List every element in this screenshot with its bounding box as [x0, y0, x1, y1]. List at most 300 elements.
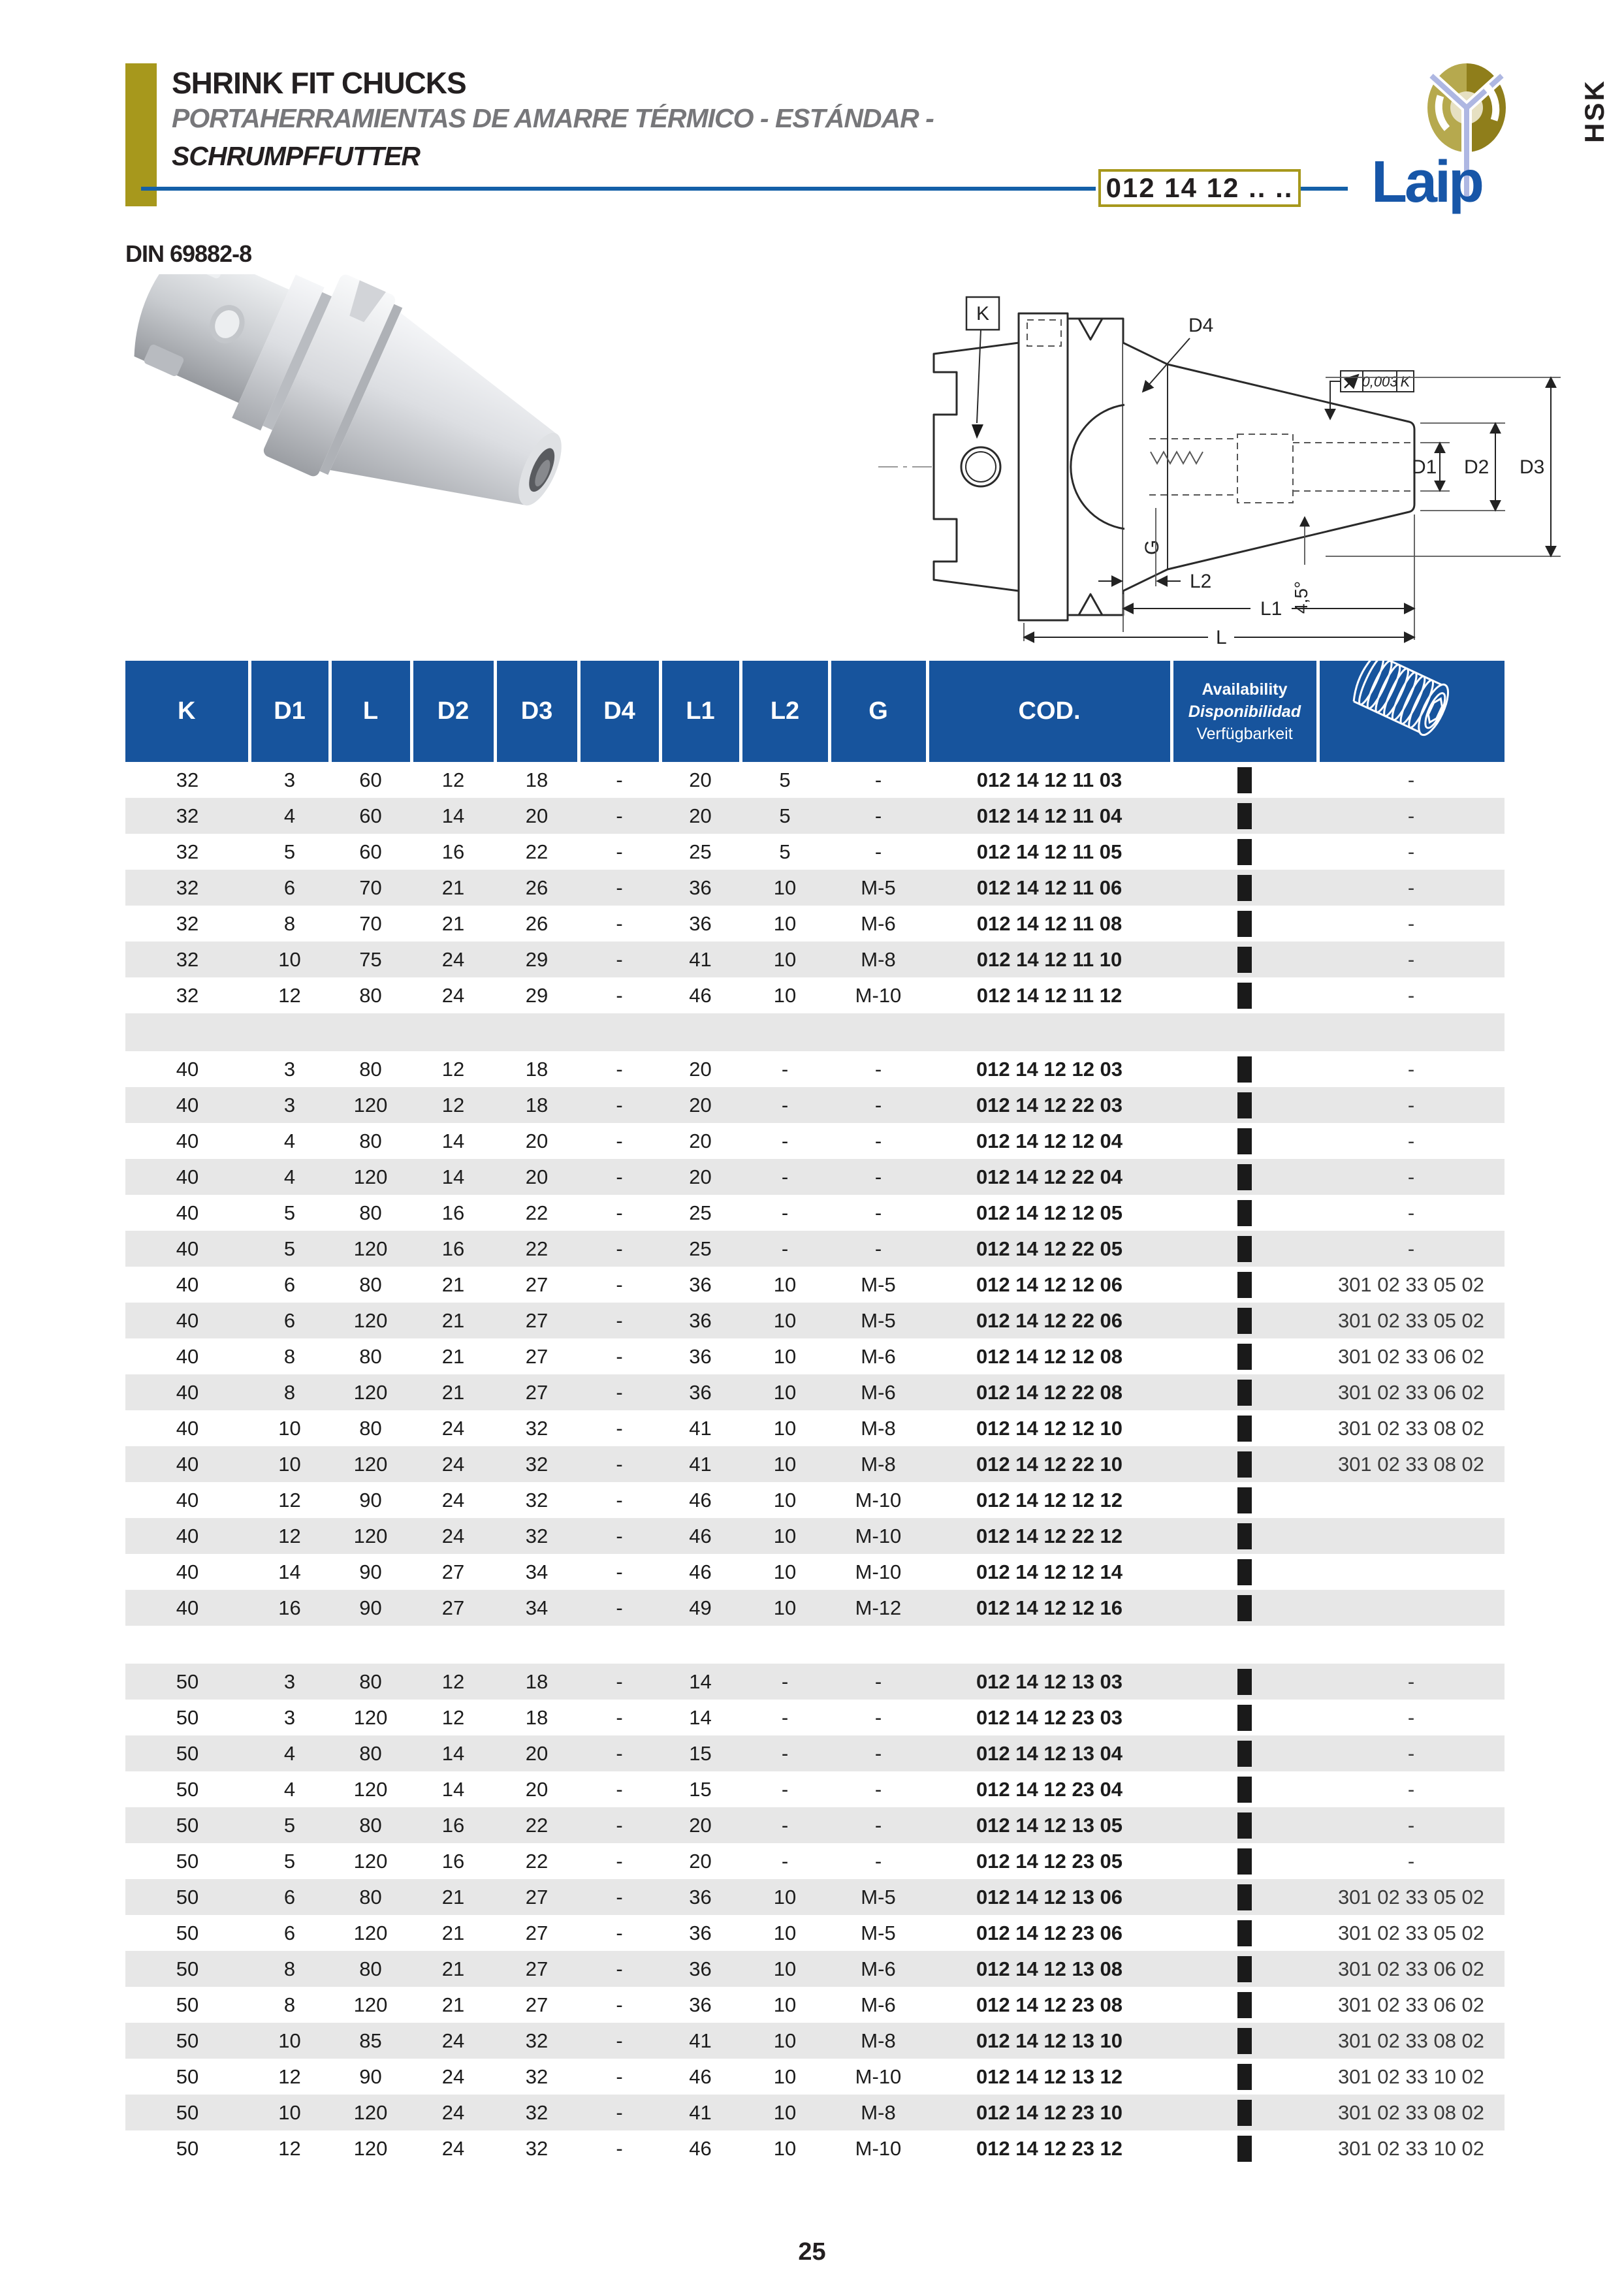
- value-cell: 120: [353, 1777, 388, 1801]
- value-cell: 29: [525, 947, 549, 971]
- value-cell: 120: [353, 1237, 388, 1260]
- value-cell: 46: [689, 2065, 712, 2088]
- value-cell: 8: [283, 1344, 296, 1368]
- table-row: [125, 1554, 1505, 1590]
- value-cell: 4: [283, 1129, 296, 1152]
- value-cell: 36: [689, 876, 712, 899]
- value-cell: 16: [441, 1201, 465, 1224]
- value-cell: 32: [176, 947, 199, 971]
- drawing-label-d3: D3: [1520, 456, 1545, 478]
- table-row: [125, 1664, 1505, 1700]
- value-cell: 26: [525, 911, 549, 935]
- value-cell: 41: [689, 2029, 712, 2052]
- value-cell: 25: [689, 1237, 712, 1260]
- value-cell: -: [616, 2100, 623, 2124]
- screw-code-cell: 301 02 33 05 02: [1337, 1308, 1485, 1332]
- value-cell: 5: [779, 840, 791, 863]
- value-cell: 70: [359, 876, 382, 899]
- table-row: [125, 1267, 1505, 1303]
- value-cell: 60: [359, 840, 382, 863]
- screw-code-cell: -: [1407, 1201, 1415, 1224]
- table-row: [125, 870, 1505, 906]
- value-cell: 21: [441, 1993, 465, 2016]
- value-cell: 22: [525, 1237, 549, 1260]
- value-cell: 46: [689, 1524, 712, 1547]
- hsk-side-tab: [1568, 49, 1621, 173]
- value-cell: 5: [283, 1813, 296, 1837]
- availability-marker: [1237, 911, 1252, 937]
- value-cell: 32: [525, 2065, 549, 2088]
- value-cell: 32: [525, 2100, 549, 2124]
- availability-marker: [1237, 1236, 1252, 1262]
- availability-marker: [1237, 1344, 1252, 1370]
- availability-label-es: Disponibilidad: [1188, 702, 1301, 721]
- value-cell: 21: [441, 1921, 465, 1944]
- screw-code-cell: [1318, 1518, 1505, 1554]
- value-cell: -: [616, 876, 623, 899]
- value-cell: 32: [176, 876, 199, 899]
- value-cell: 10: [773, 983, 797, 1007]
- screw-code-cell: 301 02 33 08 02: [1337, 2100, 1485, 2124]
- value-cell: 90: [359, 1488, 382, 1512]
- value-cell: -: [616, 2065, 623, 2088]
- col-header-d2: D2: [411, 661, 495, 762]
- availability-cell: [1171, 2059, 1318, 2095]
- availability-cell: [1171, 1807, 1318, 1843]
- cod-cell: 012 14 12 22 05: [976, 1237, 1123, 1260]
- availability-cell: [1171, 1951, 1318, 1987]
- value-cell: 16: [278, 1596, 301, 1619]
- value-cell: 50: [176, 1741, 199, 1765]
- value-cell: 22: [525, 1849, 549, 1873]
- value-cell: M-8: [861, 1416, 896, 1440]
- value-cell: 21: [441, 1308, 465, 1332]
- value-cell: 12: [441, 1057, 465, 1081]
- value-cell: -: [616, 1524, 623, 1547]
- value-cell: -: [616, 1165, 623, 1188]
- value-cell: 36: [689, 1993, 712, 2016]
- value-cell: 40: [176, 1057, 199, 1081]
- value-cell: 3: [283, 1705, 296, 1729]
- availability-marker: [1237, 1920, 1252, 1946]
- availability-marker: [1237, 1128, 1252, 1154]
- availability-marker: [1237, 875, 1252, 901]
- value-cell: 14: [441, 1777, 465, 1801]
- availability-marker: [1237, 767, 1252, 793]
- table-row: [125, 1700, 1505, 1735]
- value-cell: 24: [441, 2100, 465, 2124]
- availability-cell: [1171, 1303, 1318, 1338]
- value-cell: 40: [176, 1129, 199, 1152]
- screw-code-cell: -: [1407, 1849, 1415, 1873]
- value-cell: 22: [525, 840, 549, 863]
- value-cell: -: [874, 1057, 882, 1081]
- din-standard-label: DIN 69882-8: [125, 240, 252, 267]
- value-cell: 120: [353, 1165, 388, 1188]
- screw-code-cell: 301 02 33 10 02: [1337, 2136, 1485, 2160]
- value-cell: 14: [689, 1705, 712, 1729]
- value-cell: 60: [359, 804, 382, 827]
- table-row: [125, 798, 1505, 834]
- value-cell: 24: [441, 1524, 465, 1547]
- value-cell: -: [616, 1670, 623, 1693]
- table-row: [125, 1051, 1505, 1087]
- value-cell: 5: [779, 804, 791, 827]
- value-cell: 90: [359, 1596, 382, 1619]
- value-cell: -: [874, 1777, 882, 1801]
- cod-cell: 012 14 12 11 10: [976, 947, 1122, 971]
- value-cell: 20: [525, 1741, 549, 1765]
- availability-cell: [1171, 1123, 1318, 1159]
- value-cell: 49: [689, 1596, 712, 1619]
- value-cell: 40: [176, 1596, 199, 1619]
- value-cell: 15: [689, 1777, 712, 1801]
- value-cell: 14: [278, 1560, 301, 1583]
- value-cell: 10: [773, 1488, 797, 1512]
- value-cell: 3: [283, 1057, 296, 1081]
- value-cell: 40: [176, 1165, 199, 1188]
- value-cell: 34: [525, 1596, 549, 1619]
- value-cell: 15: [689, 1741, 712, 1765]
- value-cell: 50: [176, 1993, 199, 2016]
- cod-cell: 012 14 12 13 08: [976, 1957, 1123, 1980]
- value-cell: 10: [773, 1885, 797, 1908]
- value-cell: 12: [278, 983, 301, 1007]
- availability-cell: [1171, 1231, 1318, 1267]
- table-row: [125, 762, 1505, 798]
- screw-code-cell: 301 02 33 06 02: [1337, 1380, 1485, 1404]
- value-cell: -: [616, 1741, 623, 1765]
- value-cell: 10: [773, 1596, 797, 1619]
- page-subtitle-spanish: PORTAHERRAMIENTAS DE AMARRE TÉRMICO - ESTÁNDAR -: [172, 103, 934, 133]
- cod-cell: 012 14 12 23 08: [976, 1993, 1123, 2016]
- value-cell: 90: [359, 1560, 382, 1583]
- header-rule-left: [141, 187, 1096, 191]
- screw-code-cell: -: [1407, 1741, 1415, 1765]
- value-cell: M-8: [861, 2100, 896, 2124]
- table-row: [125, 1590, 1505, 1626]
- value-cell: 3: [283, 1670, 296, 1693]
- value-cell: 32: [525, 1488, 549, 1512]
- value-cell: 50: [176, 2065, 199, 2088]
- table-row: [125, 1735, 1505, 1771]
- value-cell: 12: [278, 1524, 301, 1547]
- set-screw-icon: [1340, 661, 1484, 755]
- screw-code-cell: -: [1407, 1237, 1415, 1260]
- availability-marker: [1237, 1777, 1252, 1803]
- spec-table: [125, 661, 1505, 2166]
- value-cell: 75: [359, 947, 382, 971]
- screw-code-cell: -: [1407, 876, 1415, 899]
- value-cell: 10: [773, 1993, 797, 2016]
- table-row: [125, 1231, 1505, 1267]
- value-cell: 80: [359, 1957, 382, 1980]
- screw-code-cell: -: [1407, 1705, 1415, 1729]
- value-cell: 6: [283, 876, 296, 899]
- value-cell: 5: [283, 1849, 296, 1873]
- value-cell: 10: [773, 2029, 797, 2052]
- value-cell: -: [616, 1057, 623, 1081]
- value-cell: 20: [689, 1813, 712, 1837]
- value-cell: 22: [525, 1201, 549, 1224]
- value-cell: 40: [176, 1380, 199, 1404]
- screw-code-cell: -: [1407, 1129, 1415, 1152]
- value-cell: 16: [441, 840, 465, 863]
- value-cell: 29: [525, 983, 549, 1007]
- value-cell: -: [616, 1308, 623, 1332]
- value-cell: 50: [176, 1885, 199, 1908]
- screw-code-cell: -: [1407, 911, 1415, 935]
- value-cell: 10: [773, 1957, 797, 1980]
- screw-code-cell: -: [1407, 947, 1415, 971]
- availability-marker: [1237, 2100, 1252, 2126]
- value-cell: 27: [525, 1885, 549, 1908]
- value-cell: 50: [176, 1957, 199, 1980]
- drawing-label-k: K: [976, 303, 990, 324]
- cod-cell: 012 14 12 23 10: [976, 2100, 1123, 2124]
- cod-cell: 012 14 12 11 12: [976, 983, 1122, 1007]
- screw-code-cell: -: [1407, 1057, 1415, 1081]
- value-cell: -: [616, 1344, 623, 1368]
- value-cell: 40: [176, 1416, 199, 1440]
- table-row: [125, 1303, 1505, 1338]
- availability-marker: [1237, 1669, 1252, 1695]
- value-cell: 120: [353, 2100, 388, 2124]
- value-cell: 24: [441, 2065, 465, 2088]
- value-cell: 60: [359, 768, 382, 791]
- drawing-label-d2: D2: [1464, 456, 1489, 478]
- screw-code-cell: -: [1407, 1777, 1415, 1801]
- value-cell: 34: [525, 1560, 549, 1583]
- value-cell: 41: [689, 1452, 712, 1476]
- value-cell: 14: [441, 1741, 465, 1765]
- value-cell: 18: [525, 1670, 549, 1693]
- value-cell: 50: [176, 2100, 199, 2124]
- value-cell: 36: [689, 1308, 712, 1332]
- value-cell: -: [874, 1093, 882, 1116]
- availability-marker: [1237, 1308, 1252, 1334]
- value-cell: 40: [176, 1452, 199, 1476]
- value-cell: 120: [353, 1705, 388, 1729]
- value-cell: 40: [176, 1237, 199, 1260]
- value-cell: 32: [176, 911, 199, 935]
- value-cell: -: [616, 1237, 623, 1260]
- screw-code-cell: -: [1407, 768, 1415, 791]
- page-number: 25: [798, 2238, 826, 2266]
- table-row: [125, 2059, 1505, 2095]
- availability-cell: [1171, 1987, 1318, 2023]
- screw-code-cell: -: [1407, 804, 1415, 827]
- value-cell: 27: [525, 1273, 549, 1296]
- value-cell: 10: [278, 1452, 301, 1476]
- value-cell: 32: [525, 1452, 549, 1476]
- value-cell: M-10: [855, 2065, 902, 2088]
- value-cell: 120: [353, 2136, 388, 2160]
- availability-marker: [1237, 2028, 1252, 2054]
- table-header-row: [125, 661, 1505, 762]
- value-cell: 10: [773, 876, 797, 899]
- value-cell: 120: [353, 1921, 388, 1944]
- value-cell: 10: [773, 2065, 797, 2088]
- screw-code-cell: -: [1407, 1813, 1415, 1837]
- value-cell: 50: [176, 2029, 199, 2052]
- table-row: [125, 2130, 1505, 2166]
- value-cell: 18: [525, 1705, 549, 1729]
- availability-marker: [1237, 1812, 1252, 1839]
- value-cell: -: [781, 1237, 789, 1260]
- value-cell: 50: [176, 1777, 199, 1801]
- table-row: [125, 1338, 1505, 1374]
- value-cell: 20: [525, 1165, 549, 1188]
- availability-marker: [1237, 2136, 1252, 2162]
- col-header-k: K: [125, 661, 249, 762]
- availability-marker: [1237, 1884, 1252, 1910]
- drawing-label-g: G: [1141, 539, 1163, 555]
- value-cell: 120: [353, 1849, 388, 1873]
- value-cell: 21: [441, 911, 465, 935]
- value-cell: 12: [278, 2065, 301, 2088]
- availability-cell: [1171, 1267, 1318, 1303]
- drawing-label-l1: L1: [1260, 598, 1282, 620]
- col-header-l1: L1: [660, 661, 740, 762]
- value-cell: 3: [283, 1093, 296, 1116]
- tolerance-datum: K: [1400, 373, 1410, 390]
- value-cell: 32: [525, 2029, 549, 2052]
- value-cell: 24: [441, 1416, 465, 1440]
- availability-marker: [1237, 803, 1252, 829]
- value-cell: 27: [525, 1344, 549, 1368]
- technical-drawing: [868, 274, 1623, 656]
- value-cell: M-6: [861, 1344, 896, 1368]
- value-cell: -: [616, 1921, 623, 1944]
- col-header-d4: D4: [579, 661, 660, 762]
- value-cell: 10: [773, 911, 797, 935]
- cod-cell: 012 14 12 12 05: [976, 1201, 1123, 1224]
- value-cell: 12: [441, 1670, 465, 1693]
- value-cell: 12: [278, 2136, 301, 2160]
- availability-cell: [1171, 1664, 1318, 1700]
- availability-cell: [1171, 1843, 1318, 1879]
- value-cell: 21: [441, 1380, 465, 1404]
- value-cell: -: [616, 1452, 623, 1476]
- cod-cell: 012 14 12 22 08: [976, 1380, 1123, 1404]
- value-cell: -: [616, 947, 623, 971]
- availability-marker: [1237, 1487, 1252, 1513]
- value-cell: 18: [525, 1057, 549, 1081]
- value-cell: 10: [773, 2100, 797, 2124]
- availability-cell: [1171, 798, 1318, 834]
- value-cell: 26: [525, 876, 549, 899]
- cod-cell: 012 14 12 13 05: [976, 1813, 1123, 1837]
- value-cell: 50: [176, 1670, 199, 1693]
- availability-marker: [1237, 1992, 1252, 2018]
- value-cell: 5: [283, 1201, 296, 1224]
- availability-marker: [1237, 1595, 1252, 1621]
- screw-code-cell: 301 02 33 08 02: [1337, 2029, 1485, 2052]
- availability-cell: [1171, 2023, 1318, 2059]
- value-cell: -: [616, 1093, 623, 1116]
- table-row: [125, 1807, 1505, 1843]
- value-cell: 120: [353, 1452, 388, 1476]
- value-cell: 40: [176, 1201, 199, 1224]
- value-cell: 24: [441, 1488, 465, 1512]
- screw-code-cell: 301 02 33 08 02: [1337, 1416, 1485, 1440]
- value-cell: 4: [283, 1165, 296, 1188]
- value-cell: 8: [283, 1993, 296, 2016]
- value-cell: 36: [689, 1273, 712, 1296]
- value-cell: -: [616, 2136, 623, 2160]
- spacer-row: [125, 1626, 1505, 1664]
- value-cell: 80: [359, 1416, 382, 1440]
- value-cell: 120: [353, 1308, 388, 1332]
- value-cell: 20: [689, 804, 712, 827]
- cod-cell: 012 14 12 12 10: [976, 1416, 1123, 1440]
- value-cell: 10: [773, 1416, 797, 1440]
- value-cell: 10: [773, 1921, 797, 1944]
- value-cell: -: [616, 804, 623, 827]
- value-cell: M-10: [855, 983, 902, 1007]
- cod-cell: 012 14 12 13 04: [976, 1741, 1123, 1765]
- value-cell: 25: [689, 1201, 712, 1224]
- value-cell: M-6: [861, 1993, 896, 2016]
- value-cell: 10: [773, 1524, 797, 1547]
- value-cell: -: [616, 1201, 623, 1224]
- value-cell: 10: [773, 1560, 797, 1583]
- value-cell: 27: [525, 1957, 549, 1980]
- value-cell: 120: [353, 1093, 388, 1116]
- col-header-l: L: [330, 661, 411, 762]
- value-cell: M-5: [861, 1273, 896, 1296]
- value-cell: 6: [283, 1308, 296, 1332]
- availability-cell: [1171, 1195, 1318, 1231]
- availability-marker: [1237, 1164, 1252, 1190]
- value-cell: 10: [278, 1416, 301, 1440]
- product-photo: [108, 274, 624, 588]
- value-cell: 20: [689, 1849, 712, 1873]
- value-cell: M-10: [855, 1488, 902, 1512]
- availability-marker: [1237, 1705, 1252, 1731]
- value-cell: 32: [525, 2136, 549, 2160]
- table-row: [125, 1087, 1505, 1123]
- value-cell: 16: [441, 1237, 465, 1260]
- value-cell: 32: [176, 804, 199, 827]
- value-cell: -: [874, 1129, 882, 1152]
- value-cell: 40: [176, 1308, 199, 1332]
- cod-cell: 012 14 12 23 12: [976, 2136, 1123, 2160]
- cod-cell: 012 14 12 22 12: [976, 1524, 1123, 1547]
- value-cell: 4: [283, 1741, 296, 1765]
- value-cell: -: [616, 1416, 623, 1440]
- value-cell: 4: [283, 804, 296, 827]
- value-cell: 12: [278, 1488, 301, 1512]
- screw-code-cell: 301 02 33 06 02: [1337, 1993, 1485, 2016]
- col-header-set-screw: [1318, 661, 1505, 762]
- value-cell: -: [874, 1165, 882, 1188]
- availability-marker: [1237, 1416, 1252, 1442]
- value-cell: 10: [773, 1308, 797, 1332]
- availability-cell: [1171, 1338, 1318, 1374]
- value-cell: 14: [441, 1129, 465, 1152]
- cod-cell: 012 14 12 11 04: [976, 804, 1122, 827]
- value-cell: 21: [441, 1273, 465, 1296]
- availability-marker: [1237, 1272, 1252, 1298]
- availability-cell: [1171, 1410, 1318, 1446]
- availability-cell: [1171, 1879, 1318, 1915]
- value-cell: 24: [441, 947, 465, 971]
- value-cell: 41: [689, 1416, 712, 1440]
- screw-code-cell: -: [1407, 840, 1415, 863]
- cod-cell: 012 14 12 13 06: [976, 1885, 1123, 1908]
